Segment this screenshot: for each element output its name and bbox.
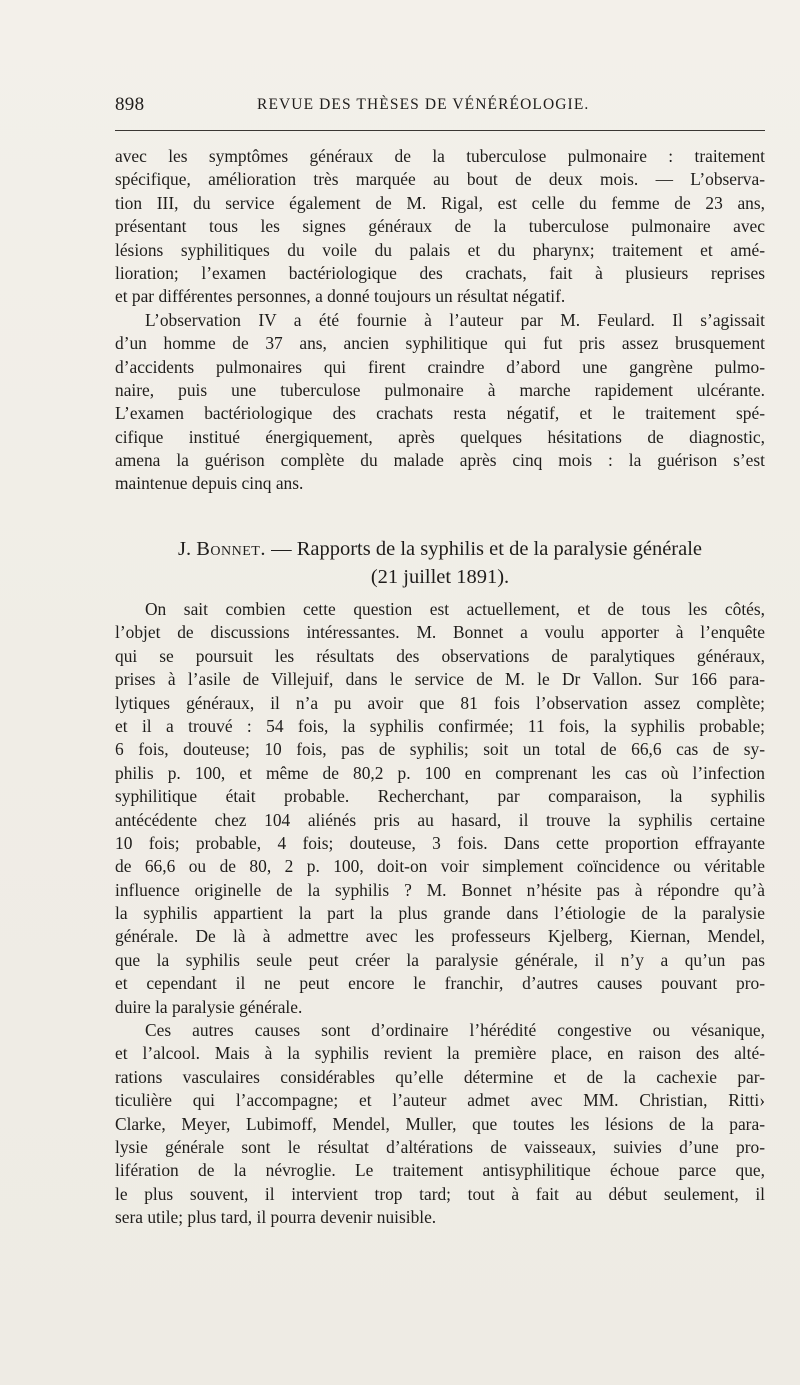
page-number: 898 bbox=[115, 94, 145, 115]
article-title: — Rapports de la syphilis et de la paralysie générale bbox=[265, 538, 703, 560]
paragraph bbox=[115, 309, 765, 496]
text-line: spécifique, amélioration très marquée au bout de deux mois. — L’observa- bbox=[115, 169, 765, 190]
text-line: et il a trouvé : 54 fois, la syphilis confirmée; 11 fois, la syphilis probable; bbox=[115, 715, 765, 736]
author-name: Bonnet. bbox=[196, 538, 266, 560]
text-line: 10 fois; probable, 4 fois; douteuse, 3 fois. Dans cette proportion effrayante bbox=[115, 832, 765, 853]
text-line: maintenue depuis cinq ans. bbox=[115, 473, 304, 494]
text-line: et par différentes personnes, a donné toujours un résultat négatif. bbox=[115, 286, 566, 307]
paragraph bbox=[115, 145, 765, 309]
text-line: l’objet de discussions intéressantes. M. Bonnet a voulu apporter à l’enquête bbox=[115, 622, 765, 643]
text-line: le plus souvent, il intervient trop tard; tout à fait au début seulement, il bbox=[115, 1183, 765, 1204]
text-line: syphilitique était probable. Recherchant, par comparaison, la syphilis bbox=[115, 786, 765, 807]
text-line: rations vasculaires considérables qu’elle détermine et de la cachexie par- bbox=[115, 1066, 765, 1087]
text-line: Ces autres causes sont d’ordinaire l’hérédité congestive ou vésanique, bbox=[145, 1020, 765, 1041]
text-line: antécédente chez 104 aliénés pris au hasard, il trouve la syphilis certaine bbox=[115, 809, 765, 830]
text-line: amena la guérison complète du malade après cinq mois : la guérison s’est bbox=[115, 450, 765, 471]
header-rule bbox=[115, 130, 765, 131]
text-line: naire, puis une tuberculose pulmonaire à marche rapidement ulcérante. bbox=[115, 379, 765, 400]
text-line: lytiques généraux, il n’a pu avoir que 81 fois l’observation assez complète; bbox=[115, 692, 765, 713]
author-initial: J. bbox=[177, 538, 192, 560]
text-line: la syphilis appartient la part la plus grande dans l’étiologie de la paralysie bbox=[115, 903, 765, 924]
text-line: Clarke, Meyer, Lubimoff, Mendel, Muller, que toutes les lésions de la para- bbox=[115, 1113, 765, 1134]
text-line: prises à l’asile de Villejuif, dans le service de M. le Dr Vallon. Sur 166 para- bbox=[115, 669, 765, 690]
text-line: L’observation IV a été fournie à l’auteur par M. Feulard. Il s’agissait bbox=[145, 309, 765, 330]
text-line: que la syphilis seule peut créer la paralysie générale, il n’y a qu’un pas bbox=[115, 949, 765, 970]
text-line: générale. De là à admettre avec les professeurs Kjelberg, Kiernan, Mendel, bbox=[115, 926, 765, 947]
text-line: cifique institué énergiquement, après quelques hésitations de diagnostic, bbox=[115, 426, 765, 447]
text-line: et l’alcool. Mais à la syphilis revient la première place, en raison des alté- bbox=[115, 1043, 765, 1064]
text-line: philis p. 100, et même de 80,2 p. 100 en comprenant les cas où l’infection bbox=[115, 762, 765, 783]
paragraph bbox=[115, 598, 765, 1019]
text-line: influence originelle de la syphilis ? M. Bonnet n’hésite pas à répondre qu’à bbox=[115, 879, 765, 900]
text-line: 6 fois, douteuse; 10 fois, pas de syphilis; soit un total de 66,6 cas de sy- bbox=[115, 739, 765, 760]
text-line: sera utile; plus tard, il pourra devenir nuisible. bbox=[115, 1207, 437, 1228]
text-line: avec les symptômes généraux de la tuberculose pulmonaire : traitement bbox=[115, 146, 765, 166]
text-line: lifération de la névroglie. Le traitement antisyphilitique échoue parce que, bbox=[115, 1160, 765, 1181]
text-line: d’accidents pulmonaires qui firent craindre d’abord une gangrène pulmo- bbox=[115, 356, 765, 377]
text-line: lésions syphilitiques du voile du palais et du pharynx; traitement et amé- bbox=[115, 239, 765, 260]
text-block-top bbox=[115, 145, 765, 496]
text-block-bottom bbox=[115, 598, 765, 1230]
page-header bbox=[115, 94, 765, 118]
section-heading-line-1 bbox=[115, 535, 765, 563]
section-heading bbox=[115, 535, 765, 591]
text-line: et cependant il ne peut encore le franchir, d’autres causes pouvant pro- bbox=[115, 973, 765, 994]
text-line: de 66,6 ou de 80, 2 p. 100, doit-on voir simplement coïncidence ou véritable bbox=[115, 856, 765, 877]
running-title: REVUE DES THÈSES DE VÉNÉRÉOLOGIE. bbox=[257, 96, 590, 113]
text-line: L’examen bactériologique des crachats resta négatif, et le traitement spé- bbox=[115, 403, 765, 424]
paragraph bbox=[115, 1019, 765, 1230]
text-line: tion III, du service également de M. Rigal, est celle du femme de 23 ans, bbox=[115, 192, 765, 213]
text-line: présentant tous les signes généraux de la tuberculose pulmonaire avec bbox=[115, 216, 765, 237]
text-line: On sait combien cette question est actuellement, et de tous les côtés, bbox=[145, 599, 765, 619]
text-line: duire la paralysie générale. bbox=[115, 996, 303, 1017]
text-line: qui se poursuit les résultats des observations de paralytiques généraux, bbox=[115, 645, 765, 666]
article-date: (21 juillet 1891). bbox=[370, 566, 510, 588]
text-line: ticulière qui l’accompagne; et l’auteur admet avec MM. Christian, Ritti› bbox=[115, 1090, 765, 1111]
text-line: lysie générale sont le résultat d’altérations de vaisseaux, suivies d’une pro- bbox=[115, 1136, 765, 1157]
text-line: lioration; l’examen bactériologique des crachats, fait à plusieurs reprises bbox=[115, 262, 765, 283]
text-line: d’un homme de 37 ans, ancien syphilitique qui fut pris assez brusquement bbox=[115, 333, 765, 354]
